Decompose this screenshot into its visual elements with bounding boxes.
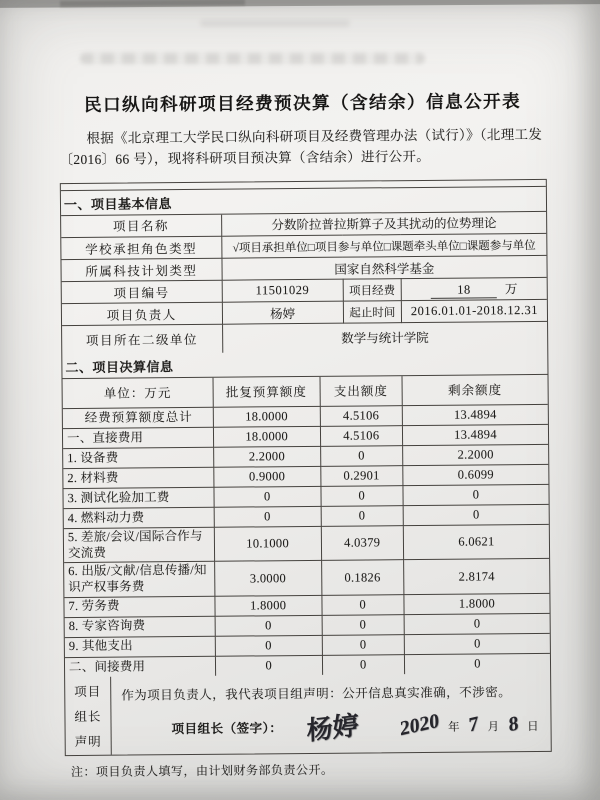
budget-value: 0 <box>214 487 321 508</box>
remain-value: 0 <box>403 505 549 526</box>
declaration-statement: 作为项目负责人，我代表项目组声明：公开信息真实准确，不涉密。 <box>121 685 512 703</box>
leader-label: 项目负责人 <box>62 302 222 325</box>
bleed-through-artifact <box>80 53 425 64</box>
declaration-side-line: 项目 <box>74 684 102 700</box>
unit-row <box>62 322 547 354</box>
budget-value: 18.0000 <box>213 407 320 428</box>
budget-value: 3.0000 <box>214 561 321 596</box>
budget-row-label: 经费预算额度总计 <box>63 407 214 428</box>
remain-value: 0 <box>404 613 550 634</box>
budget-value: 2.2000 <box>213 447 320 468</box>
spent-value: 0 <box>322 614 405 635</box>
budget-value: 0 <box>215 655 322 676</box>
handwritten-year: 2020 <box>399 709 440 741</box>
spent-value: 0 <box>322 634 405 655</box>
plan-type-value: 国家自然科学基金 <box>222 256 547 281</box>
budget-row-label: 3. 测试化验加工费 <box>63 487 214 508</box>
spent-value: 0.1826 <box>321 560 404 595</box>
budget-value: 0 <box>215 635 322 656</box>
column-header-remain: 剩余额度 <box>402 375 548 406</box>
leader-value: 杨婷 <box>222 301 343 324</box>
budget-header-row <box>63 375 548 409</box>
fund-unit: 万 <box>504 282 518 297</box>
footer-note: 注：项目负责人填写，由计划财务部负责公开。 <box>70 762 334 780</box>
project-number-label: 项目编号 <box>62 280 222 303</box>
budget-row-label: 8. 专家咨询费 <box>65 616 216 637</box>
signature-label: 项目组长（签字）： <box>171 720 283 736</box>
intro-paragraph: 根据《北京理工大学民口纵向科研项目及经费管理办法（试行）》（北理工发〔2016〕66 号），现将科研项目预决算（含结余）进行公开。 <box>59 126 543 168</box>
unit-label: 项目所在二级单位 <box>62 324 222 353</box>
fund-label: 项目经费 <box>343 279 401 302</box>
document-content <box>59 88 552 780</box>
signature-row <box>121 706 542 747</box>
budget-row-label: 4. 燃料动力费 <box>64 507 215 528</box>
project-info-table <box>61 212 547 354</box>
year-unit-label: 年 <box>448 721 460 734</box>
handwritten-signature: 杨婷 <box>306 710 359 746</box>
period-value: 2016.01.01-2018.12.31 <box>401 300 547 323</box>
spent-value: 4.5106 <box>320 426 403 447</box>
handwritten-day: 8 <box>507 712 519 737</box>
column-header-spent: 支出额度 <box>320 376 403 407</box>
budget-row-publication <box>64 559 549 597</box>
remain-value: 1.8000 <box>404 593 550 614</box>
role-type-value: √项目承担单位□项目参与单位□课题牵头单位□课题参与单位 <box>221 234 546 259</box>
budget-row-label: 6. 出版/文献/信息传播/知识产权事务费 <box>64 562 215 598</box>
remain-value: 0 <box>404 633 550 654</box>
spent-value: 4.0379 <box>321 526 404 561</box>
month-unit-label: 月 <box>487 721 500 734</box>
budget-row-label: 7. 劳务费 <box>64 596 215 617</box>
remain-value: 0 <box>403 485 549 506</box>
remain-value: 2.8174 <box>404 559 550 595</box>
budget-row-label: 5. 差旅/会议/国际合作与交流费 <box>64 527 215 563</box>
remain-value: 0.6099 <box>403 465 549 486</box>
declaration-side-line: 组长 <box>74 709 102 725</box>
handwritten-date <box>399 709 543 741</box>
declaration-body <box>111 673 551 755</box>
budget-table <box>63 375 551 678</box>
budget-row-label: 二、间接费用 <box>65 656 216 677</box>
remain-value: 6.0621 <box>403 525 549 561</box>
handwritten-month: 7 <box>468 712 479 737</box>
budget-value: 1.8000 <box>215 595 322 616</box>
spent-value: 0 <box>321 506 404 527</box>
fund-value: 18 <box>431 282 497 299</box>
declaration-side-label <box>65 677 112 755</box>
spent-value: 4.5106 <box>320 406 403 427</box>
project-name-label: 项目名称 <box>61 214 221 237</box>
section1-header: 一、项目基本信息 <box>61 187 546 216</box>
budget-row-label: 一、直接费用 <box>63 427 214 448</box>
project-name-value: 分数阶拉普拉斯算子及其扰动的位势理论 <box>221 212 546 237</box>
document-title: 民口纵向科研项目经费预决算（含结余）信息公开表 <box>84 91 522 115</box>
budget-value: 0 <box>215 615 322 636</box>
budget-value: 18.0000 <box>213 427 320 448</box>
budget-row-label: 1. 设备费 <box>63 447 214 468</box>
remain-value: 13.4894 <box>402 405 548 426</box>
budget-value: 10.1000 <box>214 527 321 562</box>
spent-value: 0 <box>320 446 403 467</box>
remain-value: 0 <box>404 653 550 674</box>
form-table <box>60 179 552 757</box>
remain-value: 2.2000 <box>403 445 549 466</box>
budget-row-label: 2. 材料费 <box>63 467 214 488</box>
spent-value: 0 <box>320 486 403 507</box>
spent-value: 0.2901 <box>320 466 403 487</box>
fund-value-cell <box>401 278 547 301</box>
declaration-side-line: 声明 <box>74 734 102 750</box>
period-label: 起止时间 <box>343 301 401 324</box>
spent-value: 0 <box>321 594 404 615</box>
spent-value: 0 <box>322 654 405 675</box>
bleed-through-artifact <box>200 20 350 27</box>
budget-row-label: 9. 其他支出 <box>65 636 216 657</box>
plan-type-label: 所属科技计划类型 <box>61 258 221 281</box>
role-type-label: 学校承担角色类型 <box>61 236 221 259</box>
day-unit-label: 日 <box>527 721 539 734</box>
remain-value: 13.4894 <box>402 425 548 446</box>
budget-value: 0.9000 <box>214 467 321 488</box>
declaration-section <box>65 673 551 755</box>
unit-value: 数学与统计学院 <box>222 322 547 353</box>
column-header-budget: 批复预算额度 <box>213 377 320 408</box>
section2-header: 二、项目决算信息 <box>62 350 547 379</box>
column-header-unit: 单位：万元 <box>63 377 214 408</box>
budget-value: 0 <box>214 507 321 528</box>
project-number-value: 11501029 <box>222 279 343 302</box>
budget-row-travel <box>64 525 549 563</box>
